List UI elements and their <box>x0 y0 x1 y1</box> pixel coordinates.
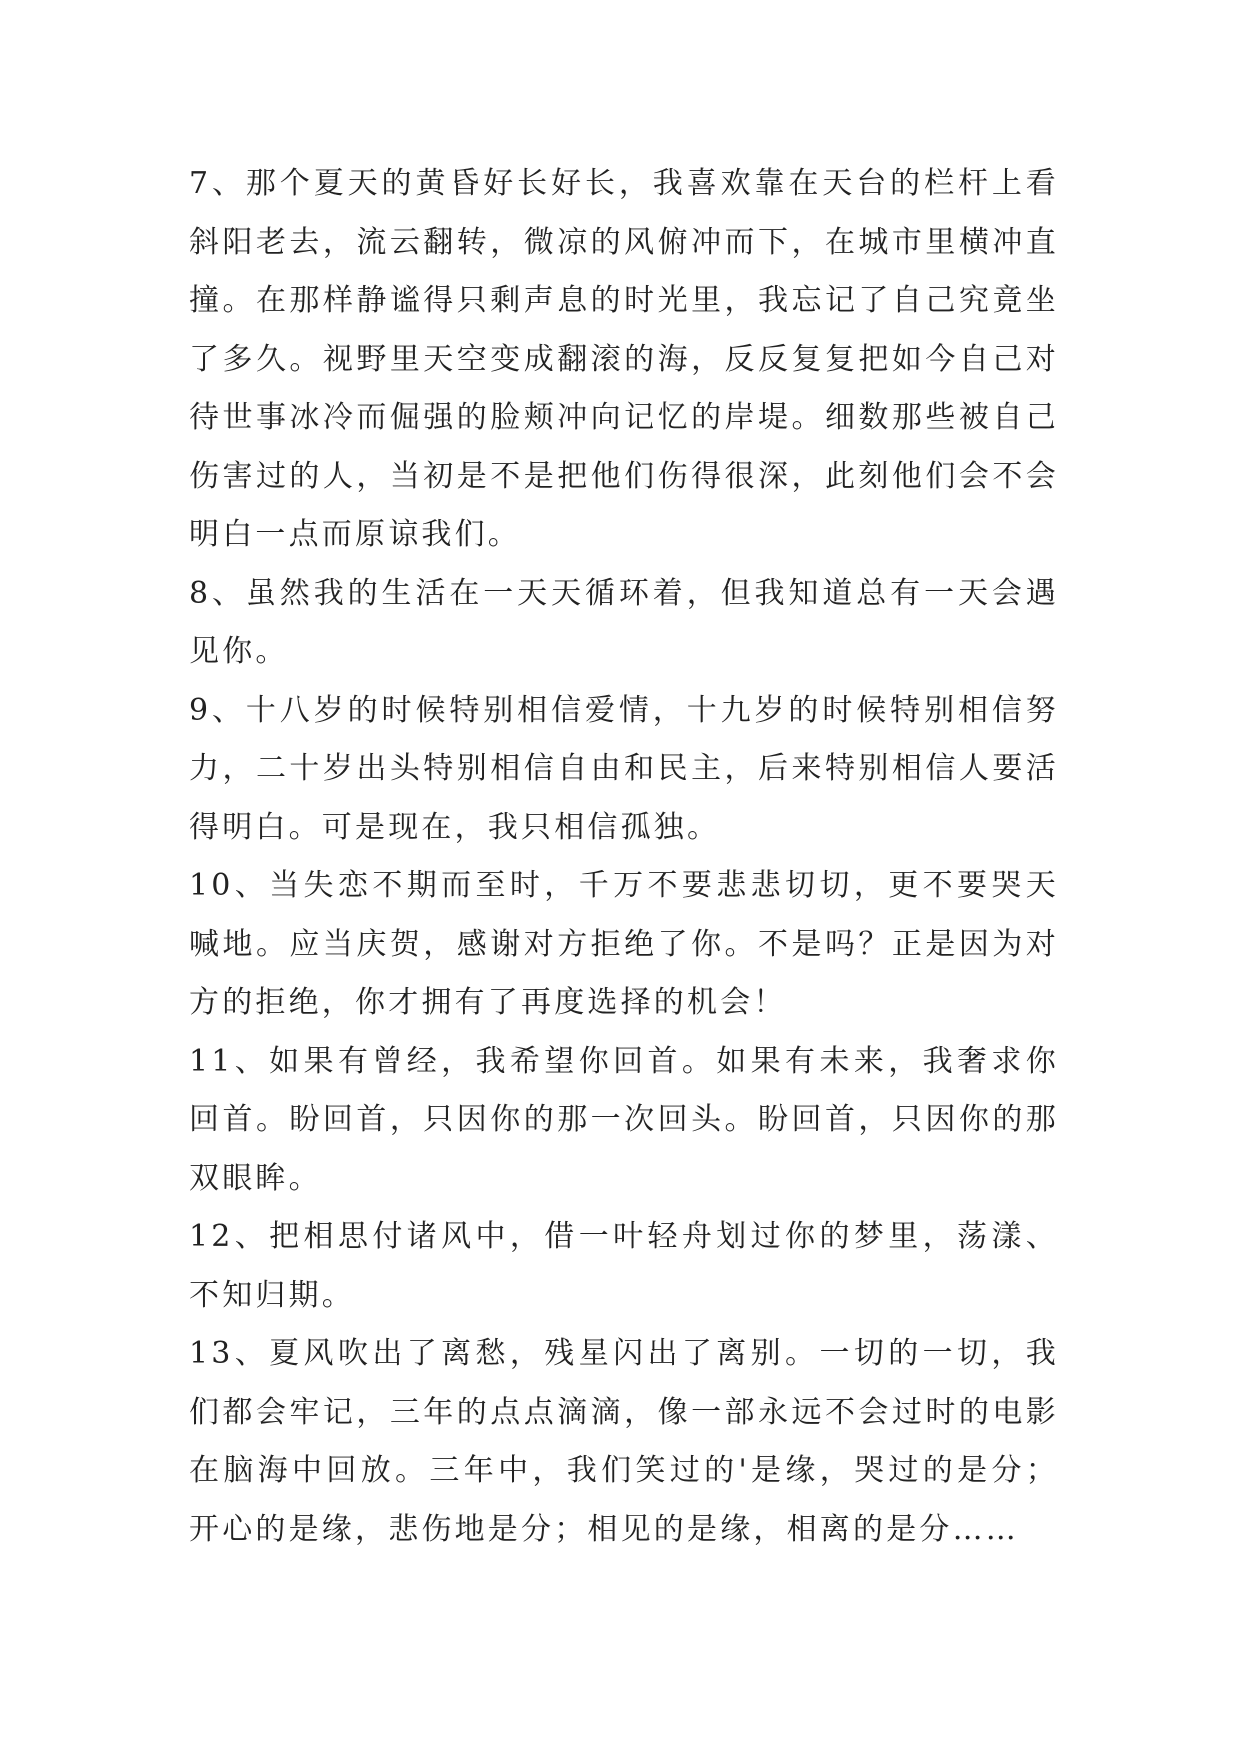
paragraph-13: 13、夏风吹出了离愁，残星闪出了离别。一切的一切，我们都会牢记，三年的点点滴滴，像一部永远不会过时的电影在脑海中回放。三年中，我们笑过的'是缘，哭过的是分；开心的是缘，悲伤地是分；相见的是缘，相离的是分…… <box>189 1336 1059 1547</box>
paragraph-7: 7、那个夏天的黄昏好长好长，我喜欢靠在天台的栏杆上看斜阳老去，流云翻转，微凉的风俯冲而下，在城市里横冲直撞。在那样静谧得只剩声息的时光里，我忘记了自己究竟坐了多久。视野里天空变成翻滚的海，反反复复把如今自己对待世事冰冷而倔强的脸颊冲向记忆的岸堤。细数那些被自己伤害过的人，当初是不是把他们伤得很深，此刻他们会不会明白一点而原谅我们。 <box>189 166 1059 552</box>
document-body <box>189 155 1059 1559</box>
paragraph-9: 9、十八岁的时候特别相信爱情，十九岁的时候特别相信努力，二十岁出头特别相信自由和民主，后来特别相信人要活得明白。可是现在，我只相信孤独。 <box>189 692 1059 845</box>
paragraph-12: 12、把相思付诸风中，借一叶轻舟划过你的梦里，荡漾、不知归期。 <box>189 1219 1059 1313</box>
paragraph-11: 11、如果有曾经，我希望你回首。如果有未来，我奢求你回首。盼回首，只因你的那一次回头。盼回首，只因你的那双眼眸。 <box>189 1043 1059 1196</box>
paragraph-8: 8、虽然我的生活在一天天循环着，但我知道总有一天会遇见你。 <box>189 575 1059 669</box>
paragraph-10: 10、当失恋不期而至时，千万不要悲悲切切，更不要哭天喊地。应当庆贺，感谢对方拒绝了你。不是吗？正是因为对方的拒绝，你才拥有了再度选择的机会！ <box>189 868 1059 1020</box>
